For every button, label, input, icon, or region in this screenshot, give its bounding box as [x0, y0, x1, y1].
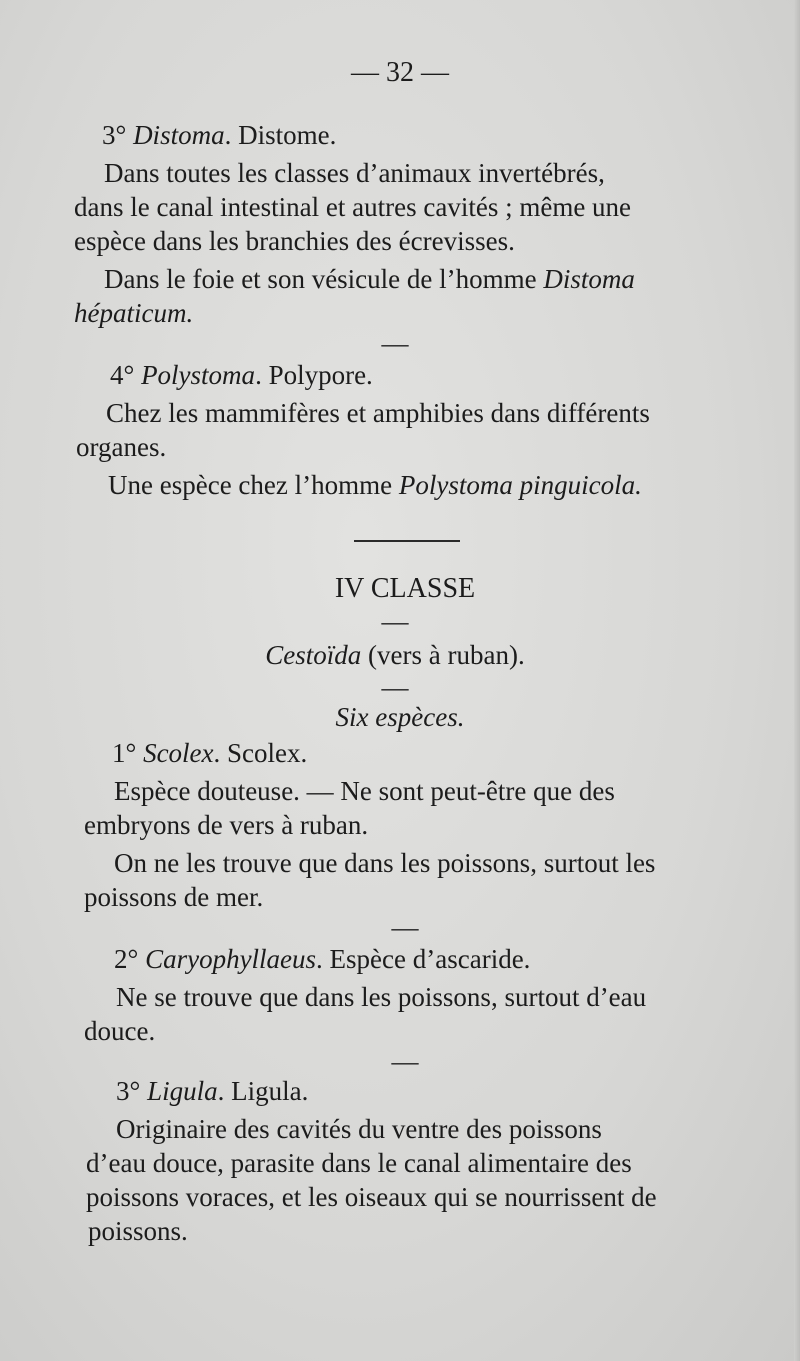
class-name — [0, 638, 790, 672]
paragraph-line: embryons de vers à ruban. — [84, 810, 369, 840]
genus-name: Scolex — [143, 738, 214, 768]
section-heading-distoma — [102, 118, 336, 152]
section-number: 4° — [110, 360, 135, 390]
section-rule — [354, 540, 460, 542]
paragraph-line: Originaire des cavités du ventre des poissons — [116, 1114, 602, 1144]
section-heading-caryophyllaeus — [114, 942, 530, 976]
section-heading-rest: . Espèce d’ascaride. — [316, 944, 531, 974]
section-heading-rest: . Ligula. — [217, 1076, 309, 1106]
class-subtitle: Six espèces. — [335, 702, 465, 732]
class-title: IV CLASSE — [334, 573, 476, 604]
species-name: hépaticum. — [74, 298, 194, 328]
species-name: Distoma — [543, 264, 635, 294]
separator-dash: — — [381, 328, 409, 358]
paragraph-line — [104, 156, 724, 190]
paragraph-line — [108, 468, 642, 502]
paragraph-line: Espèce douteuse. — Ne sont peut-être que des — [114, 776, 615, 806]
paragraph-line: poissons de mer. — [84, 882, 264, 912]
section-number: 3° — [102, 120, 127, 150]
section-heading-ligula — [116, 1074, 308, 1108]
paragraph-line: On ne les trouve que dans les poissons, surtout les — [114, 848, 656, 878]
paragraph-line: Chez les mammifères et amphibies dans différents — [106, 398, 650, 428]
paragraph-line: douce. — [84, 1016, 156, 1046]
text-line: Dans toutes les classes d’animaux invertébrés, — [104, 158, 605, 188]
paragraph-line: d’eau douce, parasite dans le canal alimentaire des — [86, 1148, 632, 1178]
paragraph-line: organes. — [76, 432, 167, 462]
section-number: 1° — [112, 738, 137, 768]
paragraph-line: Ne se trouve que dans les poissons, surtout d’eau — [116, 982, 647, 1012]
species-name: Polystoma pinguicola. — [398, 470, 642, 500]
paragraph-line — [104, 262, 724, 296]
genus-name: Caryophyllaeus — [145, 944, 317, 974]
paragraph-line: espèce dans les branchies des écrevisses. — [74, 226, 515, 256]
section-heading-polystoma — [110, 358, 373, 392]
genus-name: Distoma — [133, 120, 225, 150]
text-line: Dans le foie et son vésicule de l’homme — [104, 264, 537, 294]
section-heading-scolex — [112, 736, 307, 770]
class-name-latin: Cestoïda — [265, 640, 362, 670]
scan-edge — [794, 0, 800, 1361]
section-heading-rest: . Scolex. — [213, 738, 308, 768]
section-number: 3° — [116, 1076, 141, 1106]
separator-dash: — — [391, 1046, 419, 1076]
class-name-french: (vers à ruban). — [361, 640, 525, 670]
page-number: — 32 — — [351, 57, 449, 88]
paragraph-line — [74, 190, 724, 224]
section-heading-rest: . Distome. — [224, 120, 337, 150]
separator-dash: — — [381, 606, 409, 636]
text-line: dans le canal intestinal et autres cavités ; même une — [74, 192, 632, 222]
paragraph-line: poissons voraces, et les oiseaux qui se nourrissent de — [86, 1182, 657, 1212]
section-heading-rest: . Polypore. — [255, 360, 373, 390]
text-line: Une espèce chez l’homme — [108, 470, 393, 500]
genus-name: Polystoma — [141, 360, 256, 390]
separator-dash: — — [391, 912, 419, 942]
separator-dash: — — [381, 672, 409, 702]
genus-name: Ligula — [147, 1076, 218, 1106]
section-number: 2° — [114, 944, 139, 974]
paragraph-line: poissons. — [88, 1216, 188, 1246]
